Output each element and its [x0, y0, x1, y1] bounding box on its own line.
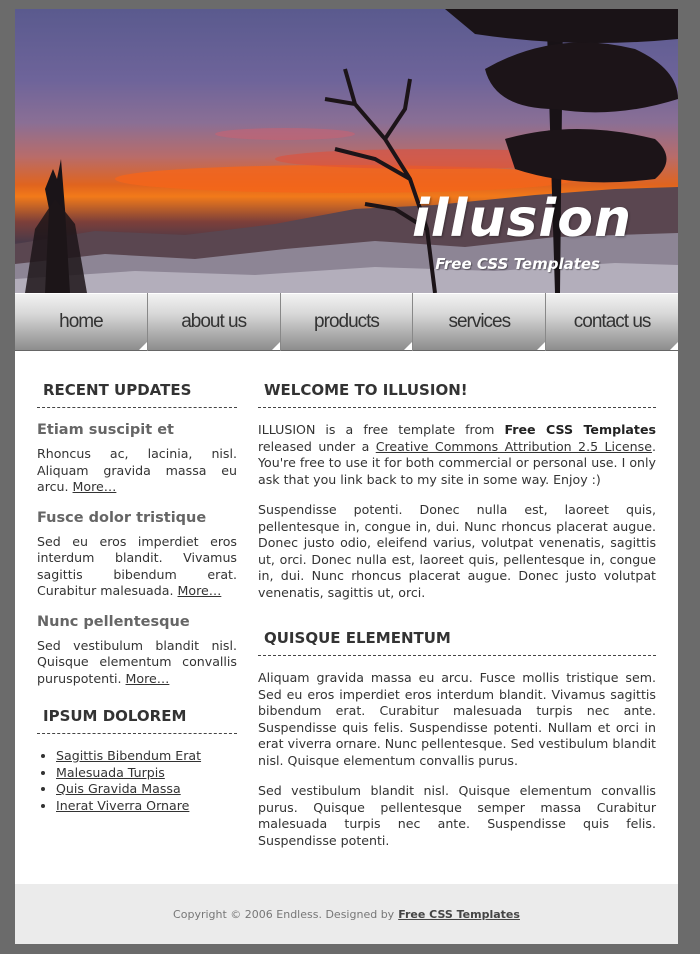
- welcome-intro: [258, 422, 656, 488]
- footer-link[interactable]: Free CSS Templates: [398, 907, 520, 921]
- license-link[interactable]: Creative Commons Attribution 2.5 License: [375, 438, 652, 454]
- update-item: [37, 614, 237, 688]
- list-item: [56, 765, 237, 782]
- quisque-heading: QUISQUE ELEMENTUM: [258, 619, 656, 656]
- main-content: [258, 371, 656, 863]
- ipsum-dolorem-heading: IPSUM DOLOREM: [37, 697, 237, 734]
- welcome-section: [258, 371, 656, 601]
- nav-item-home[interactable]: home: [15, 293, 147, 351]
- nav-item-contact-us[interactable]: contact us: [546, 293, 678, 351]
- sidebar-link[interactable]: Malesuada Turpis: [56, 764, 165, 780]
- sidebar-link[interactable]: Inerat Viverra Ornare: [56, 797, 190, 813]
- quisque-paragraph: Sed vestibulum blandit nisl. Quisque elementum convallis purus. Quisque pellentesque semper massa Curabitur malesuada turpis nec ante. Suspendisse quis felis. Suspendisse potenti.: [258, 783, 656, 848]
- update-text: [37, 534, 237, 600]
- site-slogan: Free CSS Templates: [435, 255, 600, 273]
- update-body: Rhoncus ac, lacinia, nisl. Aliquam gravida massa eu arcu.: [37, 446, 237, 494]
- header-banner: [15, 9, 678, 293]
- main-nav: [15, 293, 678, 351]
- copyright-text: Copyright © 2006 Endless. Designed by: [173, 907, 395, 921]
- more-link[interactable]: More…: [72, 479, 117, 494]
- update-body: Sed eu eros imperdiet eros interdum blandit. Vivamus sagittis bibendum erat. Curabitur malesuada.: [37, 533, 237, 598]
- intro-text: . You're free to use it for both commercial or personal use. I only ask that you link back to my site in some way. Enjoy :): [258, 438, 656, 487]
- page: [15, 9, 678, 944]
- welcome-heading: WELCOME TO ILLUSION!: [258, 371, 656, 408]
- sidebar: [37, 371, 237, 814]
- link-list: [37, 748, 237, 814]
- update-body: Sed vestibulum blandit nisl. Quisque elementum convallis puruspotenti.: [37, 637, 237, 686]
- nav-item-about-us[interactable]: about us: [148, 293, 280, 351]
- update-text: [37, 446, 237, 496]
- intro-text: released under a: [258, 438, 370, 454]
- brand-name: Free CSS Templates: [504, 422, 656, 437]
- intro-text: ILLUSION is a free template from: [258, 422, 495, 437]
- list-item: [56, 798, 237, 815]
- update-title: Fusce dolor tristique: [37, 509, 207, 526]
- update-item: [37, 422, 237, 496]
- sidebar-link[interactable]: Quis Gravida Massa: [56, 781, 181, 796]
- quisque-paragraph: Aliquam gravida massa eu arcu. Fusce mollis tristique sem. Sed eu eros imperdiet eros interdum blandit. Vivamus sagittis bibendum erat. Curabitur malesuada turpis nec ante. Suspendisse quis felis. Suspendisse potenti. Nullam et orci in erat viverra ornare. Nunc pellentesque. Sed vestibulum blandit nisl. Quisque elementum convallis purus.: [258, 670, 656, 768]
- list-item: [56, 781, 237, 798]
- site-logo[interactable]: illusion: [411, 189, 632, 249]
- recent-updates-heading: RECENT UPDATES: [37, 371, 237, 408]
- welcome-paragraph: Suspendisse potenti. Donec nulla est, laoreet quis, pellentesque in, congue in, dui. Nunc rhoncus placerat augue. Donec justo odio, eleifend varius, volutpat venenatis, sagittis ut, orci. Donec nulla est, laoreet quis, pellentesque in, congue in, dui. Nunc rhoncus placerat augue. Donec justo volutpat venenatis, sagittis ut, orci.: [258, 502, 656, 600]
- nav-item-products[interactable]: products: [281, 293, 413, 351]
- sunset-landscape-image: [15, 9, 678, 293]
- list-item: [56, 748, 237, 765]
- update-title: Etiam suscipit et: [37, 422, 174, 438]
- nav-item-services[interactable]: services: [413, 293, 545, 351]
- update-title: Nunc pellentesque: [37, 613, 190, 630]
- update-text: [37, 638, 237, 688]
- more-link[interactable]: More…: [125, 670, 170, 686]
- quisque-section: [258, 619, 656, 849]
- update-item: [37, 510, 237, 600]
- more-link[interactable]: More…: [177, 583, 222, 598]
- footer: [15, 884, 678, 944]
- sidebar-link[interactable]: Sagittis Bibendum Erat: [56, 748, 202, 763]
